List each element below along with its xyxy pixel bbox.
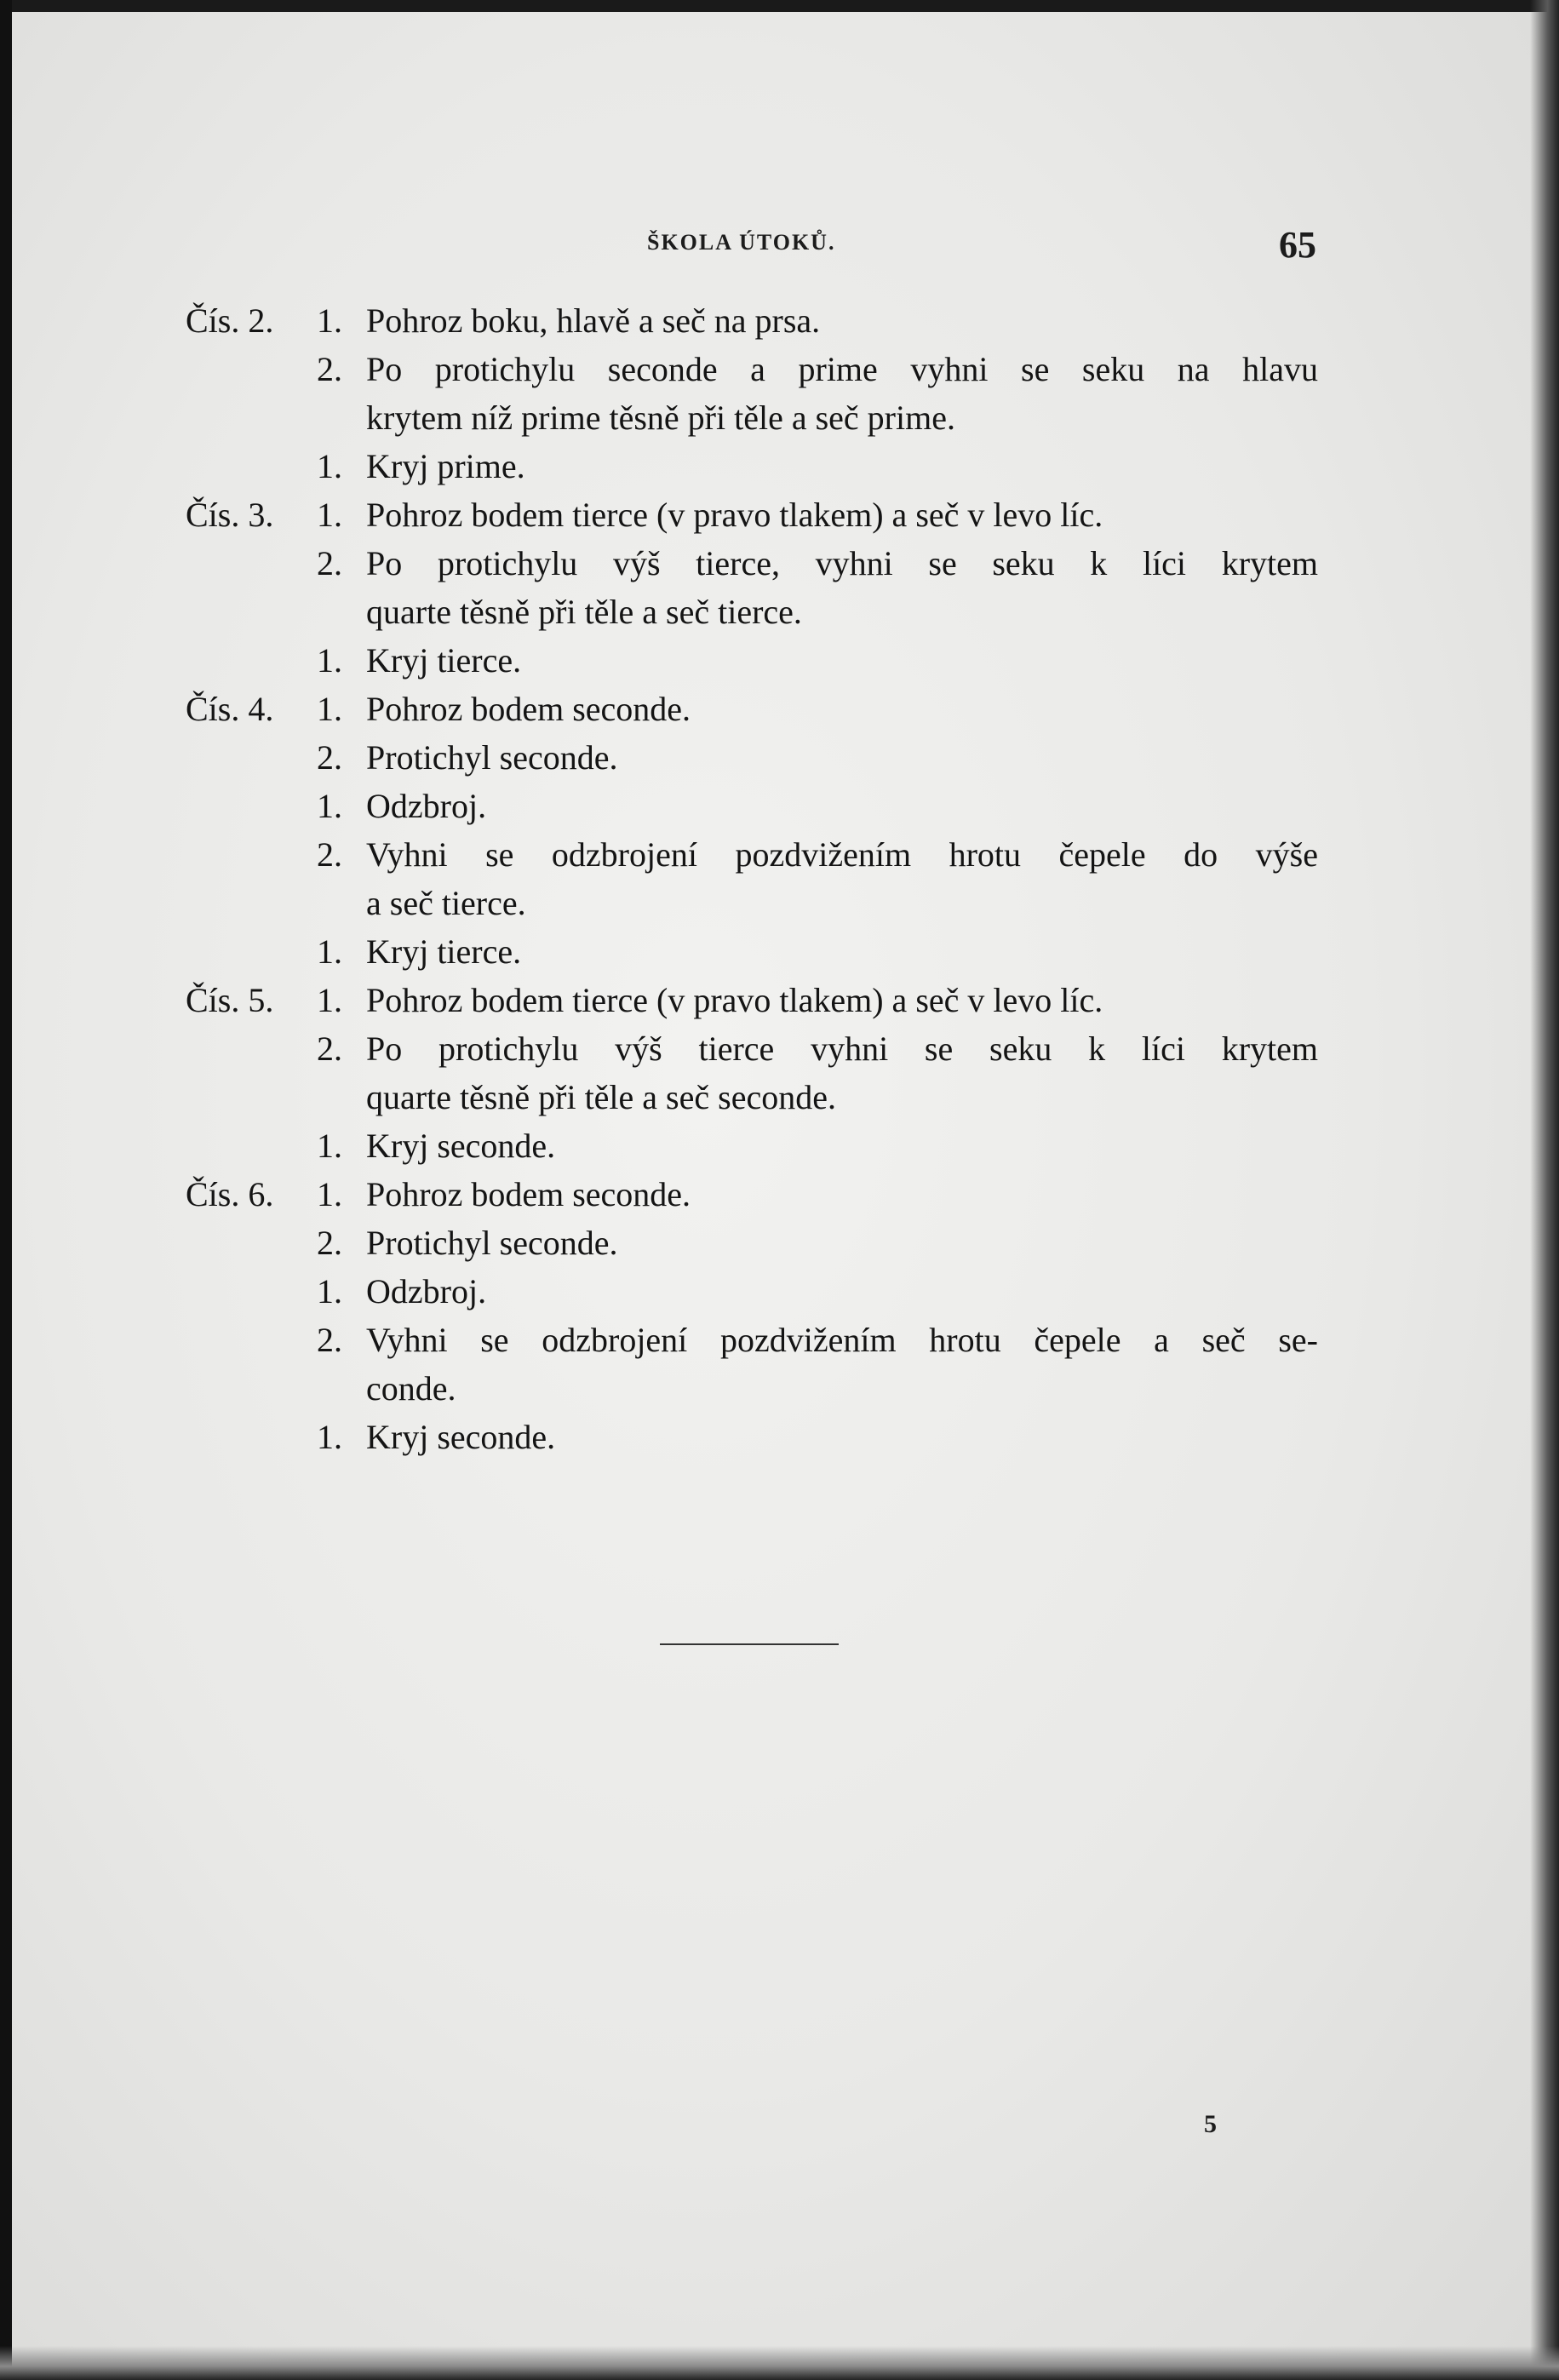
- step-number: 1.: [317, 1418, 342, 1456]
- text-line: [0, 830, 1559, 879]
- text-line: [0, 1267, 1559, 1316]
- line-text: Pohroz bodem seconde.: [366, 690, 691, 728]
- section-end-rule: [660, 1643, 839, 1645]
- step-number: 1.: [317, 690, 342, 728]
- step-number: 1.: [317, 496, 342, 534]
- line-text: conde.: [366, 1369, 456, 1408]
- text-line: [0, 927, 1559, 976]
- page-number: 65: [1279, 224, 1316, 266]
- step-number: 1.: [317, 447, 342, 485]
- line-text: Pohroz bodem seconde.: [366, 1175, 691, 1213]
- text-line: [0, 1413, 1559, 1461]
- line-text: Odzbroj.: [366, 787, 487, 825]
- step-number: 2.: [317, 1029, 342, 1068]
- text-line: [0, 1024, 1559, 1073]
- text-line: [0, 539, 1559, 588]
- step-number: 2.: [317, 835, 342, 874]
- text-line: [0, 1316, 1559, 1364]
- signature-mark: 5: [1204, 2110, 1217, 2138]
- step-number: 1.: [317, 1175, 342, 1213]
- text-line: [0, 1170, 1559, 1219]
- line-text: Kryj prime.: [366, 447, 525, 485]
- line-text: Odzbroj.: [366, 1272, 487, 1310]
- line-text: Vyhni se odzbrojení pozdvižením hrotu čepele a seč se-: [366, 1321, 1318, 1359]
- step-number: 1.: [317, 641, 342, 680]
- text-line: [0, 442, 1559, 490]
- step-number: 1.: [317, 981, 342, 1019]
- step-number: 2.: [317, 738, 342, 777]
- line-text: Kryj tierce.: [366, 932, 522, 971]
- line-text: Pohroz bodem tierce (v pravo tlakem) a seč v levo líc.: [366, 496, 1103, 534]
- text-line: [0, 1073, 1559, 1121]
- text-line: [0, 733, 1559, 782]
- exercise-label: Čís. 5.: [186, 981, 274, 1019]
- step-number: 1.: [317, 787, 342, 825]
- step-number: 2.: [317, 350, 342, 388]
- exercise-label: Čís. 3.: [186, 496, 274, 534]
- line-text: Vyhni se odzbrojení pozdvižením hrotu čepele do výše: [366, 835, 1318, 874]
- line-text: quarte těsně při těle a seč tierce.: [366, 593, 802, 631]
- line-text: Po protichylu výš tierce vyhni se seku k líci krytem: [366, 1029, 1318, 1068]
- step-number: 1.: [317, 932, 342, 971]
- text-line: [0, 976, 1559, 1024]
- line-text: Kryj seconde.: [366, 1418, 556, 1456]
- exercise-label: Čís. 2.: [186, 301, 274, 340]
- text-line: [0, 685, 1559, 733]
- text-line: [0, 296, 1559, 345]
- step-number: 1.: [317, 301, 342, 340]
- text-line: [0, 636, 1559, 685]
- text-line: [0, 1364, 1559, 1413]
- exercise-list: [0, 296, 1559, 1461]
- line-text: Kryj seconde.: [366, 1127, 556, 1165]
- line-text: Pohroz boku, hlavě a seč na prsa.: [366, 301, 821, 340]
- step-number: 1.: [317, 1272, 342, 1310]
- line-text: krytem níž prime těsně při těle a seč prime.: [366, 399, 955, 437]
- line-text: quarte těsně při těle a seč seconde.: [366, 1078, 836, 1116]
- line-text: Po protichylu výš tierce, vyhni se seku k líci krytem: [366, 544, 1318, 582]
- text-line: [0, 588, 1559, 636]
- text-line: [0, 393, 1559, 442]
- line-text: Kryj tierce.: [366, 641, 522, 680]
- line-text: Protichyl seconde.: [366, 738, 618, 777]
- scan-edge-bottom: [0, 2346, 1559, 2380]
- text-line: [0, 490, 1559, 539]
- text-line: [0, 345, 1559, 393]
- text-line: [0, 782, 1559, 830]
- scan-edge-top: [0, 0, 1559, 12]
- exercise-label: Čís. 6.: [186, 1175, 274, 1213]
- line-text: Protichyl seconde.: [366, 1224, 618, 1262]
- running-head: ŠKOLA ÚTOKŮ.: [647, 230, 836, 255]
- step-number: 1.: [317, 1127, 342, 1165]
- line-text: Po protichylu seconde a prime vyhni se seku na hlavu: [366, 350, 1318, 388]
- step-number: 2.: [317, 544, 342, 582]
- text-line: [0, 879, 1559, 927]
- line-text: Pohroz bodem tierce (v pravo tlakem) a seč v levo líc.: [366, 981, 1103, 1019]
- step-number: 2.: [317, 1224, 342, 1262]
- text-line: [0, 1219, 1559, 1267]
- line-text: a seč tierce.: [366, 884, 526, 922]
- step-number: 2.: [317, 1321, 342, 1359]
- exercise-label: Čís. 4.: [186, 690, 274, 728]
- text-line: [0, 1121, 1559, 1170]
